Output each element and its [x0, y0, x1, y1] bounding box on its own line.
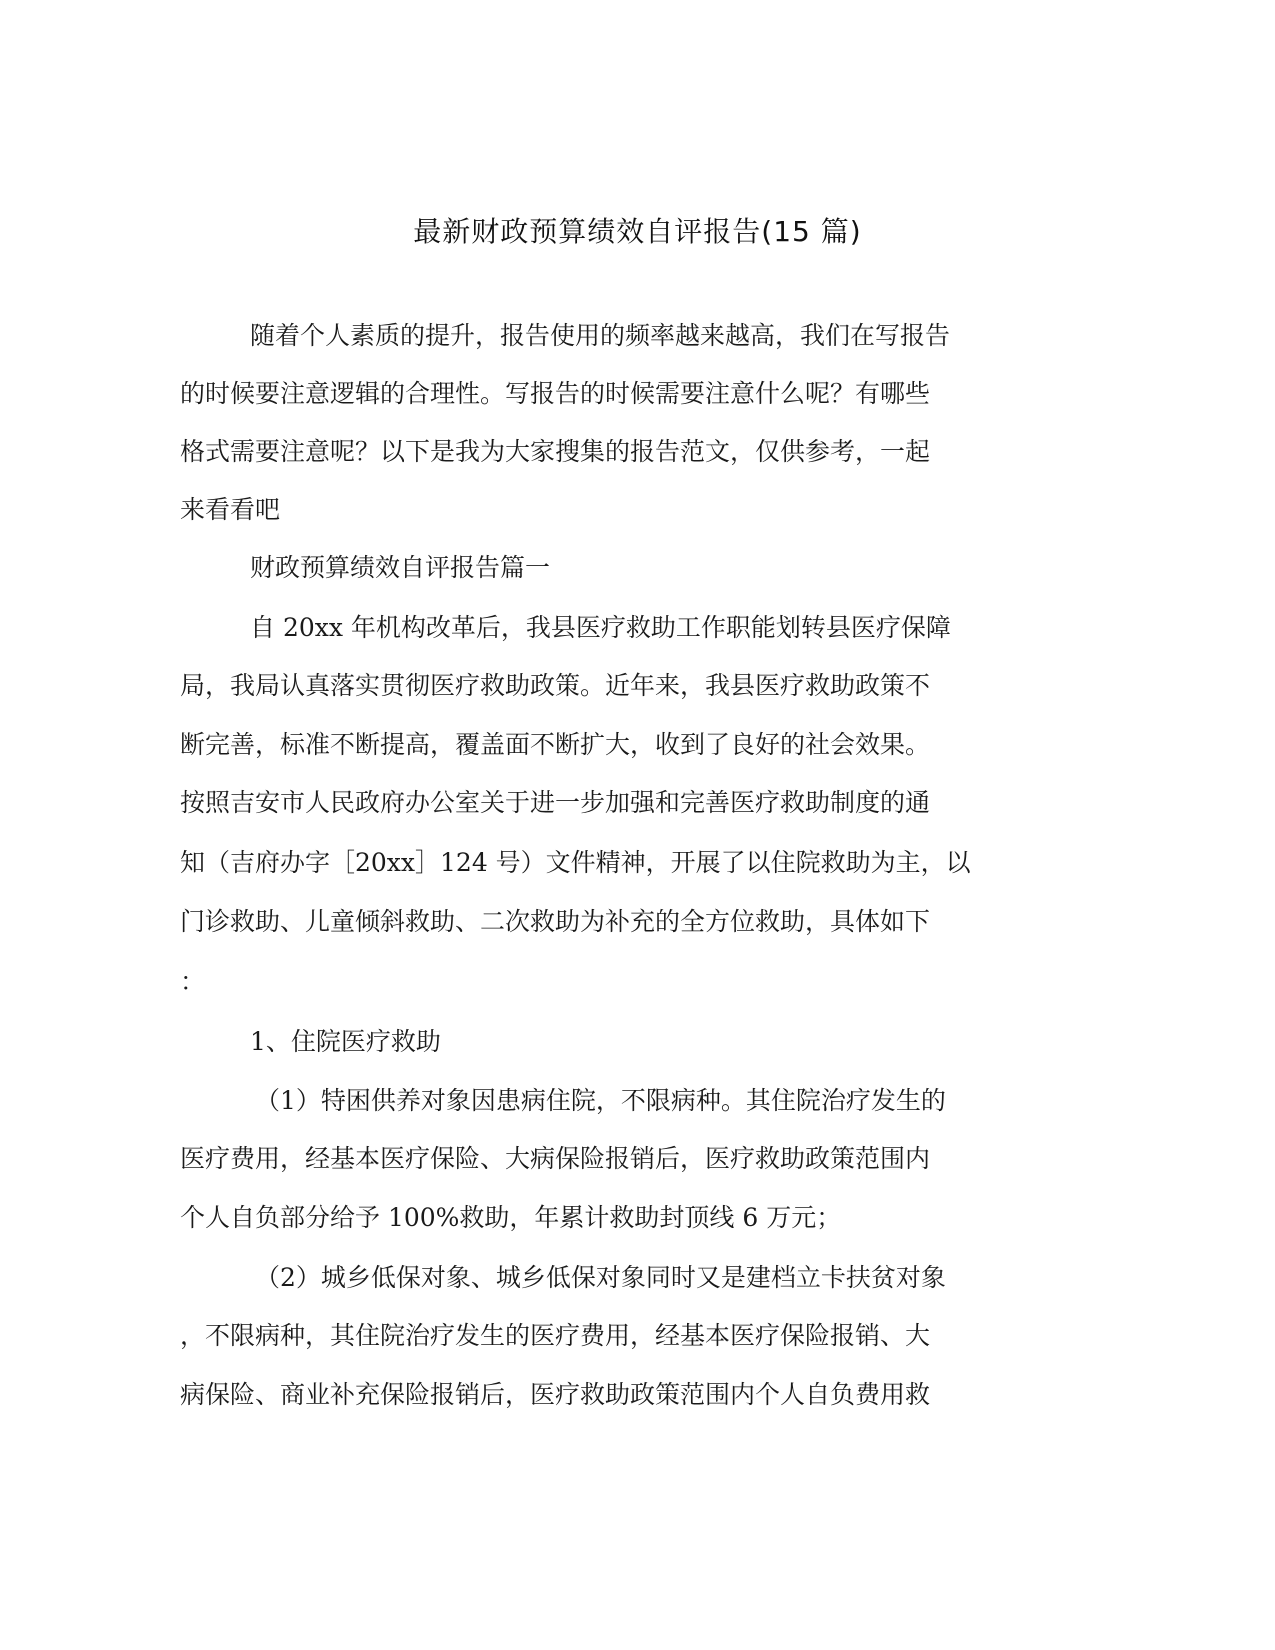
paragraph-line: 断完善，标准不断提高，覆盖面不断扩大，收到了良好的社会效果。	[180, 730, 931, 759]
paragraph-line: 来看看吧	[180, 495, 281, 524]
paragraph-line: （2）城乡低保对象、城乡低保对象同时又是建档立卡扶贫对象	[255, 1263, 946, 1292]
paragraph-line: （1）特困供养对象因患病住院，不限病种。其住院治疗发生的	[255, 1086, 946, 1115]
document-title: 最新财政预算绩效自评报告(15 篇)	[413, 215, 862, 248]
paragraph-line: 格式需要注意呢？以下是我为大家搜集的报告范文，仅供参考，一起	[180, 437, 931, 466]
paragraph-line: 知（吉府办字［20xx］124 号）文件精神，开展了以住院救助为主，以	[180, 848, 971, 877]
paragraph-line: 局，我局认真落实贯彻医疗救助政策。近年来，我县医疗救助政策不	[180, 671, 931, 700]
paragraph-line: 医疗费用，经基本医疗保险、大病保险报销后，医疗救助政策范围内	[180, 1144, 931, 1173]
paragraph-line: 个人自负部分给予 100%救助，年累计救助封顶线 6 万元；	[180, 1203, 842, 1232]
subsection-heading: 1、住院医疗救助	[250, 1027, 441, 1056]
paragraph-line: 按照吉安市人民政府办公室关于进一步加强和完善医疗救助制度的通	[180, 788, 931, 817]
paragraph-line: 门诊救助、儿童倾斜救助、二次救助为补充的全方位救助，具体如下	[180, 907, 931, 936]
paragraph-line: 病保险、商业补充保险报销后，医疗救助政策范围内个人自负费用救	[180, 1380, 931, 1409]
paragraph-line: 随着个人素质的提升，报告使用的频率越来越高，我们在写报告	[250, 321, 951, 350]
section-heading: 财政预算绩效自评报告篇一	[250, 553, 551, 582]
paragraph-line: ，不限病种，其住院治疗发生的医疗费用，经基本医疗保险报销、大	[180, 1321, 931, 1350]
paragraph-line: 自 20xx 年机构改革后，我县医疗救助工作职能划转县医疗保障	[250, 613, 951, 642]
paragraph-line: 的时候要注意逻辑的合理性。写报告的时候需要注意什么呢？有哪些	[180, 379, 931, 408]
paragraph-line: ：	[180, 967, 206, 996]
